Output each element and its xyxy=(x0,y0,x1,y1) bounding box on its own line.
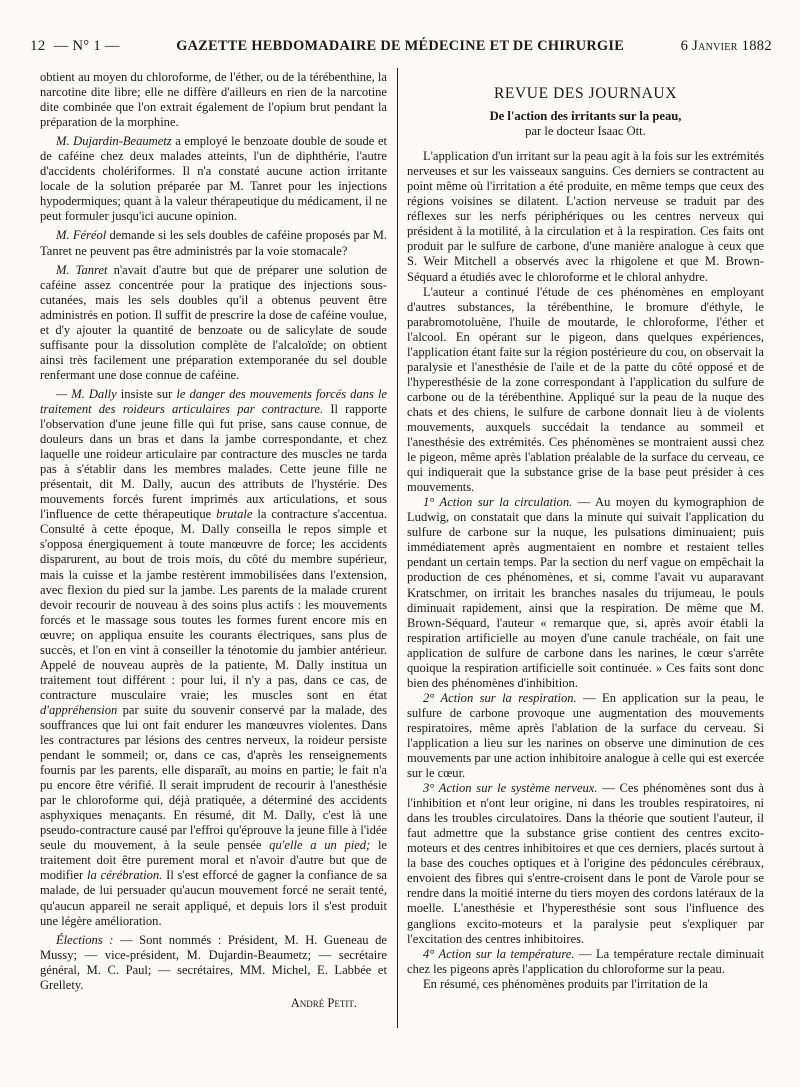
subsection-lead: 1° Action sur la circulation. xyxy=(423,495,573,510)
emphasis: qu'elle a un pied; xyxy=(269,838,371,853)
page-number: 12 xyxy=(30,38,46,54)
speaker-name: M. Dujardin-Beaumetz xyxy=(56,134,172,149)
issue-number: — N° 1 — xyxy=(53,38,120,54)
subsection-lead: 4° Action sur la température. xyxy=(423,946,575,961)
paragraph xyxy=(407,149,764,284)
column-divider xyxy=(397,68,398,1028)
paragraph xyxy=(407,781,764,947)
paragraph-text: n'avait d'autre but que de préparer une solution de caféine assez concentrée pour la pratique des injections sous-cutanées, mais les sels doubles qu'il a obtenus peuvent être administrés en potion. Il suffit de prescrire la dose de caféine voulue, et d'y ajouter la quantité de benzoate ou de salicylate de soude suffisante pour la dissolution complète de l'alcaloïde; on obtient ainsi très facilement une préparation extemporanée du sel double renfermant une dose connue de caféine. xyxy=(40,262,387,382)
paragraph-text: la contracture s'accentua. Consulté à cette époque, M. Dally conseilla le repos simple et s'opposa énergiquement à toute manœuvre de force; les accidents disparurent, au bout de trois mois, du côté du membre supérieur, mais la cuisse et la jambe restèrent immobilisées dans l'extension, avec flexion du pied sur la jambe. Les parents de la malade crurent devoir recourir de nouveau à des soins plus actifs : les mouvements forcés et le massage sous toutes les formes furent encore mis en œuvre; on appliqua ensuite les courants électriques, sans plus de succès, et l'on en vint à conseiller la ténotomie du jambier antérieur. Appelé de nouveau auprès de la patiente, M. Dally institua un traitement tout différent : pour lui, il n'y a pas, dans ce cas, de contracture musculaire vraie; les muscles sont en état xyxy=(40,507,387,702)
paragraph xyxy=(407,977,764,992)
paragraph-text: par suite du souvenir conservé par la malade, des souffrances que lui ont fait endurer les manœuvres violentes. Dans les contractures par lésions des centres nerveux, la roideur persiste pendant le sommeil; or, dans ce cas, d'après les renseignements fournis par les parents, elle disparaît, au moins en partie; le fait n'a pu encore être vérifié. Il serait imprudent de recourir à l'anesthésie par le chloroforme qui, déjà pratiquée, a déterminé des accidents asphyxiques menaçants. En résumé, dit M. Dally, c'est là une pseudo-contracture causé par l'effroi qu'éprouve la jeune fille à l'idée seule du mouvement, à la seule pensée xyxy=(40,702,387,853)
paragraph-text: le traitement doit être purement moral et n'avoir d'autre but que de modifier xyxy=(40,838,387,883)
article-author: par le docteur Isaac Ott. xyxy=(525,124,646,139)
paragraph-text: a employé le benzoate double de soude et de caféine chez deux malades atteints, l'un de diphthérie, l'autre d'accidents cholériformes. Il n'a constaté aucune action irritante locale de la solution préparée par M. Tanret pour les injections hypodermiques; quant à la valeur thérapeutique du médicament, il ne peut formuler jusqu'ici aucune opinion. xyxy=(40,134,388,224)
paragraph-text: obtient au moyen du chloroforme, de l'éther, ou de la térébenthine, la narcotine dite libre; elle ne diffère d'ailleurs en rien de la narcotine dite combinée que l'on extrait également de l'opium brut pendant la préparation de la morphine. xyxy=(40,70,387,130)
article-title: De l'action des irritants sur la peau, xyxy=(489,109,682,124)
paragraph xyxy=(40,134,387,224)
speaker-name: — M. Dally xyxy=(56,386,117,401)
emphasis: la cérébration. xyxy=(87,868,163,883)
paragraph-text: — En application sur la peau, le sulfure de carbone provoque une augmentation des mouvements respiratoires, même après l'ablation de la surface du cerveau. Si l'application a lieu sur les narines on observe une diminution de ces mouvements par une action inhibitoire analogue à celle qui est exercée sur le cœur. xyxy=(407,690,764,781)
paragraph-text: demande si les sels doubles de caféine proposés par M. Tanret ne peuvent pas être administrés par la voie stomacale? xyxy=(40,228,387,258)
paragraph xyxy=(407,495,764,691)
paragraph xyxy=(407,691,764,781)
topic-title: le danger des mouvements forcés dans le traitement des roideurs articulaires par contracture. xyxy=(40,386,388,416)
speaker-name: M. Tanret xyxy=(56,262,108,277)
paragraph xyxy=(40,933,387,993)
paragraph-text: Il rapporte l'observation d'une jeune fille qui fut prise, sans cause connue, de douleurs dans un bras et dans la jambe correspondante, et chez laquelle une roideur articulaire par contracture des muscles ne tarda pas à s'établir dans les membres malades. Cette jeune fille ne présentait, dit M. Dally, aucun des attributs de l'hystérie. Des mouvements forcés furent imprimés aux articulations, et sous l'influence de cette thérapeutique xyxy=(40,401,387,522)
paragraph xyxy=(40,70,387,130)
paragraph xyxy=(407,947,764,977)
paragraph xyxy=(40,228,387,258)
paragraph xyxy=(40,387,387,929)
emphasis: d'appréhension xyxy=(40,702,118,717)
subsection-lead: 2° Action sur la respiration. xyxy=(423,690,577,705)
paragraph-text: En résumé, ces phénomènes produits par l'irritation de la xyxy=(423,976,708,991)
right-column xyxy=(407,70,764,992)
speaker-name: M. Féréol xyxy=(56,228,107,243)
paragraph-text: — La température rectale diminuait chez les pigeons après l'application du chloroforme sur la peau. xyxy=(407,946,764,976)
paragraph xyxy=(407,285,764,496)
subsection-lead: 3° Action sur le système nerveux. xyxy=(423,781,598,796)
signature: André Petit. xyxy=(290,995,357,1010)
section-title: REVUE DES JOURNAUX xyxy=(493,85,678,102)
emphasis: brutale xyxy=(216,507,253,522)
paragraph-text: L'application d'un irritant sur la peau agit à la fois sur les extrémités nerveuses et sur les vaisseaux sanguins. Ces derniers se contractent au point même où l'irritation a été produite, en même temps que ceux des régions voisines se dilatent. L'action nerveuse se traduit par des réflexes sur les nerfs périphériques ou les centres nerveux qui président à la motilité, à la circulation et à la respiration. Ces faits ont produit par le sulfure de carbone, d'une manière analogue à ceux que S. Weir Mitchell a observés avec la rhigolene et que M. Brown-Séquard a étudiés avec le chloroforme et le chloral anhydre. xyxy=(407,149,764,284)
issue-date: 6 Janvier 1882 xyxy=(680,38,772,54)
paragraph-text: L'auteur a continué l'étude de ces phénomènes en employant d'autres substances, la térébenthine, le bromure d'éthyle, le parabromotoluène, l'huile de moutarde, le chloroforme, l'éther et l'alcool. En opérant sur le pigeon, dans quelques expériences, l'application étant faite sur la région postérieure du cou, on observait la paralysie et l'anesthésie de l'aile et de la patte du côté opposé et de l'hyperesthésie de la zone correspondant à l'application du sulfure de carbone ou de la térébenthine. Appliqué sur la peau de la nuque des chats et des chiens, le sulfure de carbone donnait lieu à de violents mouvements, auxquels succédait la tendance au sommeil et l'anesthésie des extrémités. Ces phénomènes se montraient aussi chez le pigeon, même après l'ablation préalable de la surface du cerveau, ce qui indiquerait que la substance grise de la base peut présider à ces mouvements. xyxy=(407,284,764,495)
section-lead: Élections : xyxy=(56,932,114,947)
journal-title: GAZETTE HEBDOMADAIRE DE MÉDECINE ET DE CHIRURGIE xyxy=(176,38,625,54)
left-column xyxy=(40,70,387,1011)
paragraph-text: Il s'est efforcé de gagner la confiance de sa malade, de lui persuader qu'aucun mouvement forcé ne serait tenté, qu'aucun appareil ne serait appliqué, et depuis lors il s'est produit une légère amélioration. xyxy=(40,868,387,928)
paragraph-text: — Ces phénomènes sont dus à l'inhibition et n'ont leur origine, ni dans les troubles respiratoires, ni dans les troubles circulatoires. Dans la théorie que soutient l'auteur, il faut admettre que la substance grise contient des centres excito-moteurs et des centres inhibitoires et que ces derniers, placés surtout à la base des couches optiques et à l'origine des pédoncules cérébraux, envoient des fibres qui s'entre-croisent dans le pont de Varole pour se rendre dans la moitié interne du tiers moyen des cordons latéraux de la moelle. L'anesthésie et l'hyperesthésie sont sous l'influence des ganglions excito-moteurs et la paralysie peut s'expliquer par l'excitation des centres inhibitoires. xyxy=(407,781,764,946)
paragraph-text: — Au moyen du kymographion de Ludwig, on constatait que dans la minute qui suivait l'application du sulfure de carbone sur la nuque, les pulsations diminuaient; puis immédiatement après augmentaient en nombre et restaient telles pendant un certain temps. Par la section du nerf vague on empêchait la production de ces phénomènes, et si, comme l'avait vu auparavant Kratschmer, on irritait les branches nasales du trijumeau, le pouls diminuait rapidement, ainsi que la respiration. De même que M. Brown-Séquard, l'auteur « remarque que, si, après avoir établi la respiration artificielle au moyen d'une canule trachéale, on fait une application de sulfure de carbone dans les narines, le cœur s'arrête quoique la respiration artificielle soit continuée. » Ces faits sont donc bien des phénomènes d'inhibition. xyxy=(407,495,765,690)
page-header xyxy=(30,38,772,60)
paragraph-text: — Sont nommés : Président, M. H. Gueneau de Mussy; — vice-président, M. Dujardin-Beaumetz; — secrétaire général, M. C. Paul; — secrétaires, MM. Michel, E. Labbée et Grellety. xyxy=(40,932,387,992)
paragraph xyxy=(40,263,387,383)
paragraph-text: insiste sur xyxy=(116,386,177,401)
